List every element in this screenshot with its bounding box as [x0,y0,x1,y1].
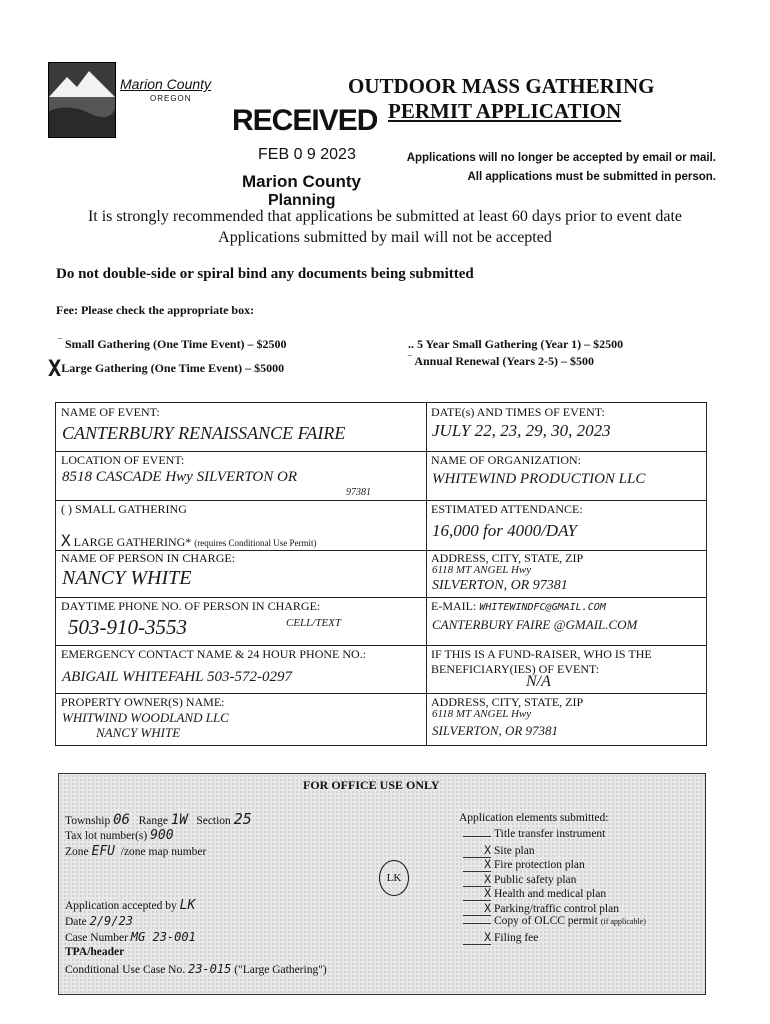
address-line2[interactable]: SILVERTON, OR 97381 [432,578,568,593]
owner-field-1[interactable]: WHITWIND WOODLAND LLC [62,710,229,725]
element-label: Public safety plan [494,873,577,886]
element-item[interactable] [463,930,538,945]
fee-large-check[interactable]: X [48,357,62,382]
address-line1[interactable]: 6118 MT ANGEL Hwy [432,564,532,576]
element-label: Fire protection plan [494,859,585,871]
emergency-label: EMERGENCY CONTACT NAME & 24 HOUR PHONE NO.: [61,647,367,661]
recommendation-text: It is strongly recommended that applications be submitted at least 60 days prior to event date [87,208,683,225]
element-item[interactable] [463,872,576,887]
section-label: Section [196,815,231,827]
large-gathering-check[interactable]: X [61,531,71,550]
fee-five-year-box[interactable]: .. [408,337,417,351]
fee-small-box[interactable]: ‾ [58,337,65,351]
zone-label: Zone [65,846,89,858]
element-label: Filing fee [494,931,539,944]
person-in-charge-field[interactable]: NANCY WHITE [62,567,192,589]
event-info-grid [55,402,707,746]
zone-field[interactable]: EFU [91,844,115,859]
fee-five-year-label: 5 Year Small Gathering (Year 1) – $2500 [417,337,624,351]
event-dates-field[interactable]: JULY 22, 23, 29, 30, 2023 [432,421,611,440]
form-title-line2: PERMIT APPLICATION [388,99,622,123]
cup-note: ("Large Gathering") [234,964,327,976]
element-checkbox[interactable]: X [463,857,491,872]
stamp-dept: Planning [268,192,336,209]
case-row [65,930,196,944]
event-dates-label: DATE(s) AND TIMES OF EVENT: [431,405,605,419]
attendance-field[interactable]: 16,000 for 4000/DAY [432,521,577,540]
owner-label: PROPERTY OWNER(S) NAME: [61,695,225,709]
location-label: LOCATION OF EVENT: [61,453,185,467]
township-row [65,810,252,828]
attendance-label: ESTIMATED ATTENDANCE: [431,502,583,516]
email-field-2[interactable]: CANTERBURY FAIRE @GMAIL.COM [432,617,638,632]
email-mail-notice: Applications will no longer be accepted by email or mail. [406,152,716,164]
accepted-row [65,898,195,913]
fundraiser-label: IF THIS IS A FUND-RAISER, WHO IS THE BENEFICIARY(IES) OF EVENT: [431,647,652,676]
received-stamp: RECEIVED [232,104,378,137]
email-label: E-MAIL: [431,599,477,613]
person-in-charge-label: NAME OF PERSON IN CHARGE: [61,551,236,565]
logo-state: OREGON [150,94,192,103]
address-label: ADDRESS, CITY, STATE, ZIP [431,551,584,565]
initials-stamp: LK [379,860,409,896]
email-field-1[interactable]: WHITEWINDFC@GMAIL.COM [479,602,606,613]
fee-annual-label: Annual Renewal (Years 2-5) – $500 [414,354,595,368]
cup-label: Conditional Use Case No. [65,964,186,976]
date-row [65,914,133,928]
organization-label: NAME OF ORGANIZATION: [431,453,581,467]
element-item[interactable] [463,915,646,927]
in-person-notice: All applications must be submitted in person. [467,171,716,183]
large-gathering-option[interactable] [61,531,317,550]
element-checkbox[interactable]: X [463,872,491,887]
large-gathering-label: LARGE GATHERING* [73,535,192,549]
owner-address-line2[interactable]: SILVERTON, OR 97381 [432,723,559,738]
element-item[interactable] [463,857,585,872]
cup-row [65,962,327,976]
binding-warning: Do not double-side or spiral bind any documents being submitted [56,266,474,282]
form-title-line1: OUTDOOR MASS GATHERING [348,74,655,98]
element-item[interactable] [463,901,619,916]
element-label: Copy of OLCC permit [494,915,598,927]
element-label: Title transfer instrument [494,828,606,840]
tpa-label: TPA/header [65,946,125,958]
office-date-label: Date [65,916,87,928]
range-label: Range [138,815,168,827]
taxlot-row [65,828,174,843]
owner-address-line1[interactable]: 6118 MT ANGEL Hwy [432,708,532,720]
element-checkbox[interactable]: X [463,930,491,945]
large-gathering-note: (requires Conditional Use Permit) [194,538,317,548]
case-field[interactable]: MG 23-001 [130,930,196,944]
fee-option-five-year[interactable] [408,337,623,352]
county-logo [48,62,116,138]
location-field[interactable]: 8518 CASCADE Hwy SILVERTON OR [62,469,297,485]
element-checkbox[interactable] [463,836,491,837]
small-gathering-option[interactable]: ( ) SMALL GATHERING [61,502,187,516]
owner-address-label: ADDRESS, CITY, STATE, ZIP [431,695,584,709]
elements-title: Application elements submitted: [459,812,609,824]
mail-text: Applications submitted by mail will not be accepted [218,229,552,246]
owner-field-2[interactable]: NANCY WHITE [96,725,181,740]
accepted-field[interactable]: LK [179,898,196,913]
office-use-section [58,773,706,995]
township-field[interactable]: 06 [113,812,130,828]
emergency-field[interactable]: ABIGAIL WHITEFAHL 503-572-0297 [62,669,292,685]
fee-label: Fee: Please check the appropriate box: [56,303,255,317]
location-zip[interactable]: 97381 [346,487,371,498]
element-checkbox[interactable]: X [463,843,491,858]
logo-name: Marion County [120,76,212,92]
taxlot-field[interactable]: 900 [150,828,174,843]
phone-field[interactable]: 503-910-3553 [68,615,187,639]
event-name-field[interactable]: CANTERBURY RENAISSANCE FAIRE [62,423,346,443]
element-item[interactable] [463,828,605,840]
element-checkbox[interactable]: X [463,886,491,901]
fee-option-annual[interactable] [408,354,594,369]
element-label: Health and medical plan [494,888,607,900]
fee-option-large[interactable] [48,353,285,382]
stamp-county: Marion County [242,172,361,191]
taxlot-label: Tax lot number(s) [65,830,148,842]
cup-field[interactable]: 23-015 [187,962,232,976]
section-field[interactable]: 25 [233,810,252,828]
fundraiser-field[interactable]: N/A [526,673,551,690]
element-label: Site plan [494,844,535,857]
office-date-field[interactable]: 2/9/23 [89,914,133,928]
case-label: Case Number [65,932,128,944]
element-label: Parking/traffic control plan [494,902,619,915]
fee-small-label: Small Gathering (One Time Event) – $2500 [65,337,287,351]
zonemap-label: /zone map number [120,846,207,858]
received-date: FEB 0 9 2023 [258,146,356,163]
element-item[interactable] [463,886,606,901]
element-checkbox[interactable] [463,923,491,924]
organization-field[interactable]: WHITEWIND PRODUCTION LLC [432,471,646,487]
fee-annual-box[interactable]: ‾ [408,354,415,368]
fee-large-label: Large Gathering (One Time Event) – $5000 [61,361,285,375]
office-title: FOR OFFICE USE ONLY [303,778,440,792]
mountain-logo-icon [49,63,115,137]
accepted-label: Application accepted by [65,900,177,912]
element-item[interactable] [463,843,535,858]
event-name-label: NAME OF EVENT: [61,405,160,419]
olcc-note: (if applicable) [600,917,646,926]
phone-label: DAYTIME PHONE NO. OF PERSON IN CHARGE: [61,599,321,613]
zone-row [65,844,206,859]
township-label: Township [65,815,111,827]
element-checkbox[interactable]: X [463,901,491,916]
range-field[interactable]: 1W [170,812,188,828]
phone-note[interactable]: CELL/TEXT [286,617,342,629]
fee-option-small[interactable] [58,337,287,352]
email-label-wrap [431,599,606,614]
